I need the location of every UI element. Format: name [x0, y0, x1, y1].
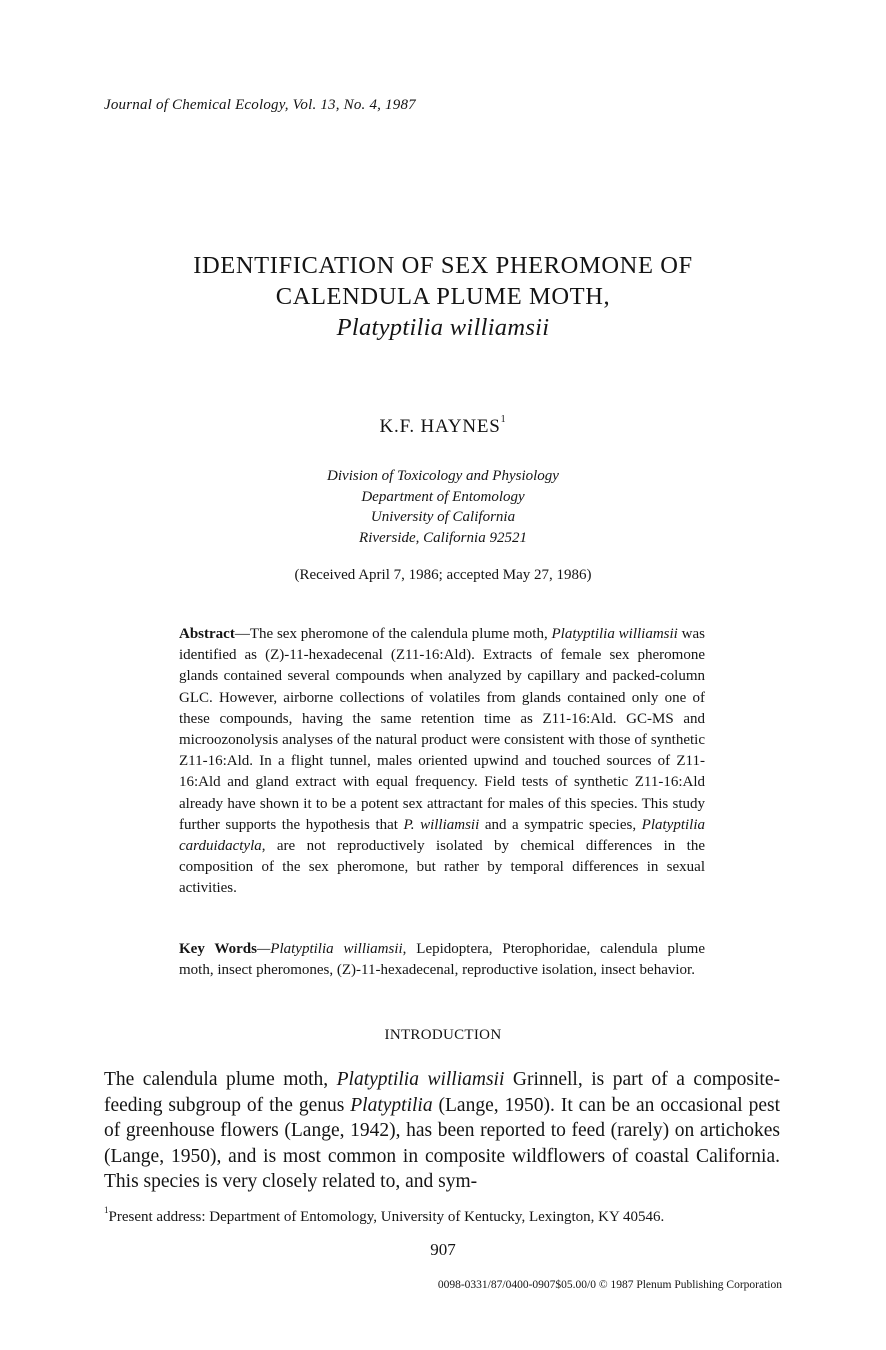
abstract-text-3: and a sympatric species, [479, 816, 642, 833]
footnote-mark: 1 [104, 1205, 109, 1215]
abstract-species-3: Platyptilia carduidactyla [179, 816, 705, 855]
intro-genus: Platyptilia [350, 1094, 433, 1116]
title-species-name: Platyptilia williamsii [336, 314, 550, 341]
affiliation-line-2: Department of Entomology [361, 488, 525, 505]
abstract-label: Abstract [179, 626, 235, 642]
affiliation-line-1: Division of Toxicology and Physiology [327, 468, 559, 484]
abstract [179, 624, 705, 900]
abstract-text-2: was identified as (Z)-11-hexadecenal (Z11-16:Ald). Extracts of female sex pheromone glands contained several compounds when analyzed by capillary and packed-column GLC. However, airborne collections of volatiles from glands contained only one of these compounds, having the same retention time as Z11-16:Ald. GC-MS and microozonolysis analyses of the natural product were consistent with those of synthetic Z11-16:Ald. In a flight tunnel, males oriented upwind and touched sources of Z11-16:Ald and gland extract with equal frequency. Field tests of synthetic Z11-16:Ald already have shown it to be a potent sex attractant for males of this species. This study further supports the hypothesis that [179, 626, 705, 833]
abstract-species-2: P. williamsii [403, 816, 480, 833]
intro-text-2: Grinnell, is part of a composite-feeding subgroup of the genus [104, 1069, 780, 1116]
abstract-species-1: Platyptilia williamsii [551, 626, 678, 642]
author-line [0, 413, 886, 438]
title-line-1: IDENTIFICATION OF SEX PHEROMONE OF [193, 252, 693, 279]
article-title [0, 250, 886, 343]
copyright-line: 0098-0331/87/0400-0907$05.00/0 © 1987 Plenum Publishing Corporation [437, 1279, 782, 1291]
keywords-text: , Lepidoptera, Pterophoridae, calendula plume moth, insect pheromones, (Z)-11-hexadecenal, reproductive isolation, insect behavior. [179, 941, 705, 979]
intro-species-1: Platyptilia williamsii [336, 1069, 505, 1090]
journal-header: Journal of Chemical Ecology, Vol. 13, No. 4, 1987 [104, 97, 416, 113]
title-line-2: CALENDULA PLUME MOTH, [275, 283, 611, 310]
affiliation [0, 466, 886, 548]
affiliation-line-4: Riverside, California 92521 [359, 529, 527, 546]
intro-text-3: (Lange, 1950). It can be an occasional pest of greenhouse flowers (Lange, 1942), has been reported to feed (rarely) on artichokes (Lange, 1950), and is most common in composite wildflowers of coastal California. This species is very closely related to, and sym- [104, 1094, 780, 1192]
author-name: K.F. HAYNES [379, 416, 501, 437]
section-heading-introduction: INTRODUCTION [384, 1027, 502, 1043]
intro-text-1: The calendula plume moth, [104, 1069, 337, 1090]
abstract-text-1: —The sex pheromone of the calendula plume moth, [234, 626, 552, 642]
introduction-paragraph [104, 1067, 780, 1195]
footnote-text: Present address: Department of Entomology, University of Kentucky, Lexington, KY 40546. [108, 1209, 665, 1225]
keywords-label: Key Words [179, 941, 257, 957]
abstract-text-4: , are not reproductively isolated by chemical differences in the composition of the sex pheromone, but rather by temporal differences in sexual activities. [179, 838, 705, 897]
author-footnote-mark: 1 [500, 413, 507, 425]
key-words [179, 939, 705, 981]
footnote [104, 1207, 664, 1226]
keywords-species: —Platyptilia williamsii [256, 941, 403, 957]
page-number: 907 [430, 1240, 456, 1259]
received-dates: (Received April 7, 1986; accepted May 27, 1986) [294, 567, 592, 583]
affiliation-line-3: University of California [370, 509, 516, 525]
